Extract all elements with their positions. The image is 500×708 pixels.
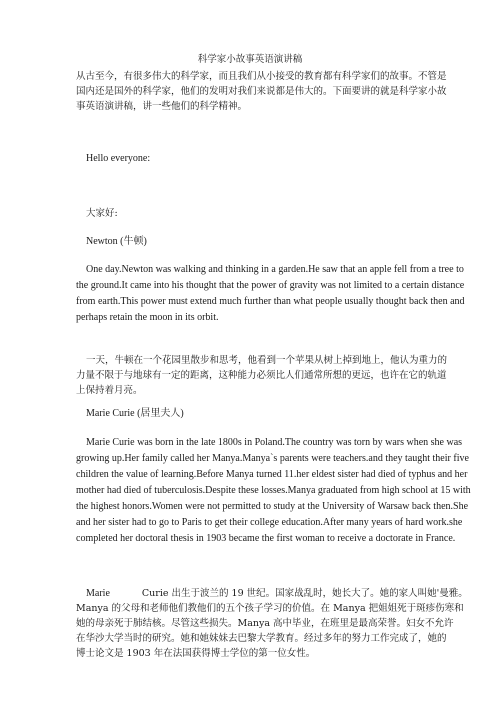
curie-cn-first-word: Marie xyxy=(86,588,110,599)
newton-cn-line: 上保持着月亮。 xyxy=(76,385,143,396)
newton-paragraph-line: from earth.This power must extend much further than what people usually thought back then and xyxy=(76,296,465,307)
curie-cn-line xyxy=(86,588,468,600)
curie-cn-line: Manya 的父母和老师他们教他们的五个孩子学习的价值。在 Manya 把姐姐死于斑疹伤寒和 xyxy=(76,603,464,614)
newton-heading: Newton (牛顿) xyxy=(86,236,147,247)
newton-cn-line: 力量不限于与地球有一定的距离，这种能力必须比人们通常所想的更远，也许在它的轨道 xyxy=(76,370,447,381)
greeting-cn: 大家好: xyxy=(86,208,118,219)
curie-cn-line: 博士论文是 1903 年在法国获得博士学位的第一位女性。 xyxy=(76,648,316,659)
curie-heading: Marie Curie (居里夫人) xyxy=(86,408,184,419)
newton-paragraph-line: perhaps retain the moon in its orbit. xyxy=(76,312,219,323)
intro-line: 事英语演讲稿，讲一些他们的科学精神。 xyxy=(76,101,248,112)
curie-cn-line: 在华沙大学当时的研究。她和她妹妹去巴黎大学教育。经过多年的努力工作完成了，她的 xyxy=(76,633,447,644)
newton-paragraph-line: the ground.It came into his thought that the power of gravity was not limited to a certain distance xyxy=(76,280,465,291)
newton-cn-line: 一天，牛顿在一个花园里散步和思考，他看到一个苹果从树上掉到地上，他认为重力的 xyxy=(86,355,448,366)
newton-paragraph-line: One day.Newton was walking and thinking in a garden.He saw that an apple fell from a tree to xyxy=(86,264,464,275)
curie-paragraph-line: and her sister had to go to Paris to get their college education.After many years of hard work.she xyxy=(76,517,463,528)
greeting-en: Hello everyone: xyxy=(86,153,151,164)
curie-paragraph-line: mother had died of tuberculosis.Despite these losses.Manya graduated from high school at 15 with xyxy=(76,485,471,496)
curie-paragraph-line: the highest honors.Women were not permitted to study at the University of Warsaw back then.She xyxy=(76,501,469,512)
intro-line: 从古至今，有很多伟大的科学家，而且我们从小接受的教育都有科学家们的故事。不管是 xyxy=(76,71,447,82)
curie-cn-line: 她的母亲死于肺结核。尽管这些损失。Manya 高中毕业，在班里是最高荣誉。妇女不允许 xyxy=(76,618,454,629)
document-title: 科学家小故事英语演讲稿 xyxy=(197,54,303,65)
curie-paragraph-line: children the value of learning.Before Manya turned 11.her eldest sister had died of typhus and her xyxy=(76,469,468,480)
curie-paragraph-line: Marie Curie was born in the late 1800s in Poland.The country was torn by wars when she was xyxy=(86,437,463,448)
intro-line: 国内还是国外的科学家，他们的发明对我们来说都是伟大的。下面要讲的就是科学家小故 xyxy=(76,86,447,97)
curie-cn-text: Curie 出生于波兰的 19 世纪。国家战乱时，她长大了。她的家人叫她'曼雅。 xyxy=(141,588,468,599)
curie-paragraph-line: completed her doctoral thesis in 1903 became the first woman to receive a doctorate in France. xyxy=(76,533,456,544)
curie-paragraph-line: growing up.Her family called her Manya.Manya`s parents were teachers.and they taught their five xyxy=(76,453,469,464)
